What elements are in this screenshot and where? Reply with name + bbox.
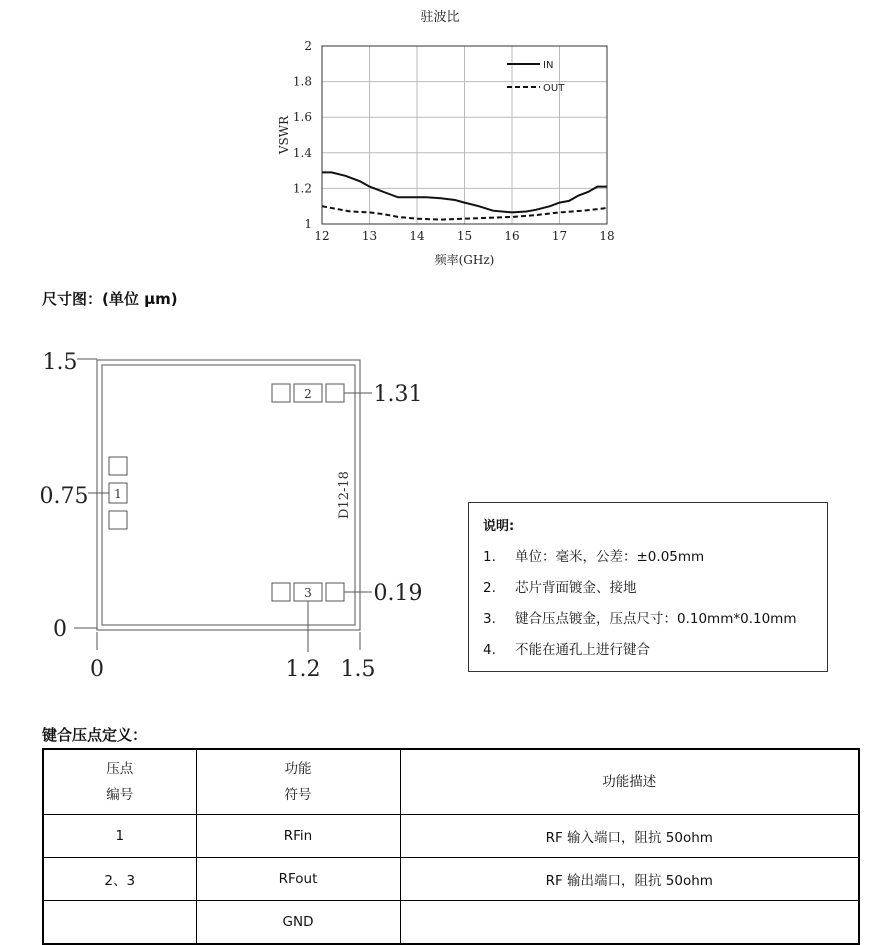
x-tick-label: 17	[551, 229, 568, 243]
x-tick-label: 16	[504, 229, 520, 243]
header-pad-number	[43, 749, 196, 815]
note-text: 键合压点镀金，压点尺寸：0.10mm*0.10mm	[515, 611, 797, 627]
x-tick-label: 18	[599, 229, 615, 243]
cell-function-description: RF 输入端口，阻抗 50ohm	[400, 815, 859, 858]
note-number: 3.	[483, 611, 496, 627]
y-tick-label: 2	[304, 39, 312, 53]
y-tick-label: 1.4	[292, 145, 312, 160]
note-item	[483, 639, 813, 670]
dimension-drawing	[30, 340, 440, 690]
note-item	[483, 608, 813, 639]
header-line: 功能描述	[602, 774, 657, 790]
legend-label-out: OUT	[543, 83, 565, 94]
dim-y-1-5: 1.5	[42, 350, 78, 375]
vswr-chart	[270, 30, 630, 280]
note-number: 4.	[483, 642, 496, 658]
x-axis-label: 频率(GHz)	[434, 253, 495, 267]
y-tick-label: 1.8	[292, 74, 312, 89]
notes-box	[468, 502, 828, 672]
table-row	[43, 815, 859, 858]
pad-1-label: 1	[114, 487, 122, 501]
x-tick-label: 13	[361, 229, 378, 243]
dim-y-0-75: 0.75	[39, 484, 89, 509]
cell-function-symbol: RFout	[196, 858, 400, 901]
note-text: 芯片背面镀金、接地	[515, 580, 637, 596]
note-number: 2.	[483, 580, 496, 596]
cell-function-description	[400, 901, 859, 945]
note-text: 不能在通孔上进行键合	[515, 642, 650, 658]
note-item	[483, 577, 813, 608]
note-item	[483, 546, 813, 577]
pad-left-bottom	[109, 511, 127, 529]
header-function-description	[400, 749, 859, 815]
pad-top-left	[272, 384, 290, 402]
pad-3-label: 3	[304, 586, 312, 600]
header-line: 编号	[106, 787, 134, 803]
header-function-symbol	[196, 749, 400, 815]
y-tick-label: 1	[304, 217, 312, 231]
pad-top-right	[326, 384, 344, 402]
table-header-row	[43, 749, 859, 815]
y-tick-label: 1.2	[292, 181, 312, 196]
table-row	[43, 858, 859, 901]
dim-x-0: 0	[90, 657, 104, 682]
dim-x-1-5: 1.5	[340, 657, 376, 682]
legend-label-in: IN	[543, 60, 554, 71]
chip-marking: D12-18	[337, 471, 352, 519]
cell-pad-number	[43, 901, 196, 945]
header-line: 压点	[106, 761, 134, 777]
cell-pad-number: 2、3	[43, 858, 196, 901]
pad-bottom-right	[326, 583, 344, 601]
table-row	[43, 901, 859, 945]
pad-definition-table	[42, 748, 860, 945]
pad-section-title: 键合压点定义：	[42, 726, 148, 744]
dim-right-1-31: 1.31	[373, 382, 423, 407]
dim-y-0: 0	[53, 617, 67, 642]
cell-function-symbol: RFin	[196, 815, 400, 858]
header-line: 功能	[284, 761, 312, 777]
cell-function-symbol: GND	[196, 901, 400, 945]
x-tick-label: 14	[409, 229, 425, 243]
pad-2-label: 2	[304, 387, 312, 401]
dimension-title: 尺寸图：(单位 μm)	[42, 290, 178, 308]
dim-right-0-19: 0.19	[373, 581, 423, 606]
x-tick-label: 12	[314, 229, 330, 243]
cell-pad-number: 1	[43, 815, 196, 858]
note-number: 1.	[483, 549, 496, 565]
y-tick-label: 1.6	[292, 110, 312, 125]
chart-title: 驻波比	[420, 10, 460, 25]
notes-title: 说明:	[483, 519, 515, 534]
pad-left-top	[109, 457, 127, 475]
cell-function-description: RF 输出端口，阻抗 50ohm	[400, 858, 859, 901]
note-text: 单位：毫米，公差：±0.05mm	[515, 549, 705, 565]
x-tick-label: 15	[456, 229, 473, 243]
pad-bottom-left	[272, 583, 290, 601]
y-axis-label: VSWR	[277, 115, 291, 155]
header-line: 符号	[284, 787, 312, 803]
dim-x-1-2: 1.2	[285, 657, 321, 682]
